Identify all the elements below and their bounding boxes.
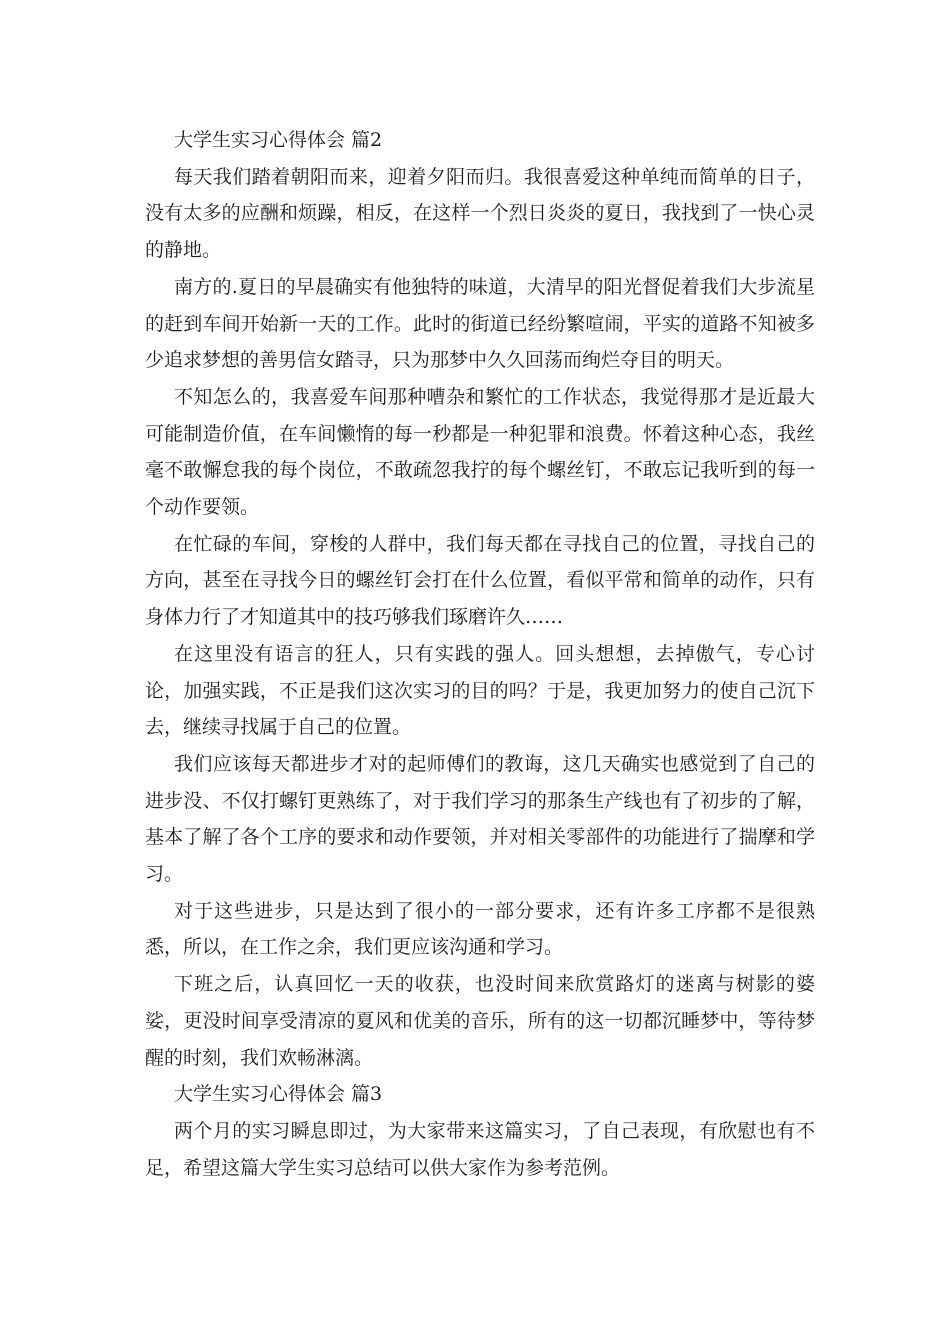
paragraph: 两个月的实习瞬息即过，为大家带来这篇实习，了自己表现，有欣慰也有不足，希望这篇大学生实习总结可以供大家作为参考范例。 <box>145 1119 815 1179</box>
paragraph: 下班之后，认真回忆一天的收获，也没时间来欣赏路灯的迷离与树影的婆娑，更没时间享受清凉的夏风和优美的音乐，所有的这一切都沉睡梦中，等待梦醒的时刻，我们欢畅淋漓。 <box>145 973 815 1069</box>
paragraph: 对于这些进步，只是达到了很小的一部分要求，还有许多工序都不是很熟悉，所以，在工作之余，我们更应该沟通和学习。 <box>145 899 815 959</box>
section-heading: 大学生实习心得体会 篇3 <box>174 1083 383 1106</box>
paragraph: 每天我们踏着朝阳而来，迎着夕阳而归。我很喜爱这种单纯而简单的日子，没有太多的应酬和烦躁，相反，在这样一个烈日炎炎的夏日，我找到了一快心灵的静地。 <box>145 165 815 262</box>
paragraph: 不知怎么的，我喜爱车间那种嘈杂和繁忙的工作状态，我觉得那才是近最大可能制造价值，在车间懒惰的每一秒都是一种犯罪和浪费。怀着这种心态，我丝毫不敢懈怠我的每个岗位，不敢疏忽我拧的每个螺丝钉，不敢忘记我听到的每一个动作要领。 <box>145 385 815 519</box>
paragraph: 在忙碌的车间，穿梭的人群中，我们每天都在寻找自己的位置，寻找自己的方向，甚至在寻找今日的螺丝钉会打在什么位置，看似平常和简单的动作，只有身体力行了才知道其中的技巧够我们琢磨许久…… <box>145 532 815 629</box>
paragraph: 在这里没有语言的狂人，只有实践的强人。回头想想，去掉傲气，专心讨论，加强实践，不正是我们这次实习的目的吗？于是，我更加努力的使自己沉下去，继续寻找属于自己的位置。 <box>145 642 815 739</box>
paragraph: 南方的.夏日的早晨确实有他独特的味道，大清早的阳光督促着我们大步流星的赶到车间开始新一天的工作。此时的街道已经纷繁喧闹，平实的道路不知被多少追求梦想的善男信女踏寻，只为那梦中久久回荡而绚烂夺目的明天。 <box>145 275 815 372</box>
paragraph: 我们应该每天都进步才对的起师傅们的教诲，这几天确实也感觉到了自己的进步没、不仅打螺钉更熟练了，对于我们学习的那条生产线也有了初步的了解，基本了解了各个工序的要求和动作要领，并对相关零部件的功能进行了揣摩和学习。 <box>145 752 815 886</box>
document-body <box>145 122 815 1186</box>
section-heading: 大学生实习心得体会 篇2 <box>174 129 383 151</box>
